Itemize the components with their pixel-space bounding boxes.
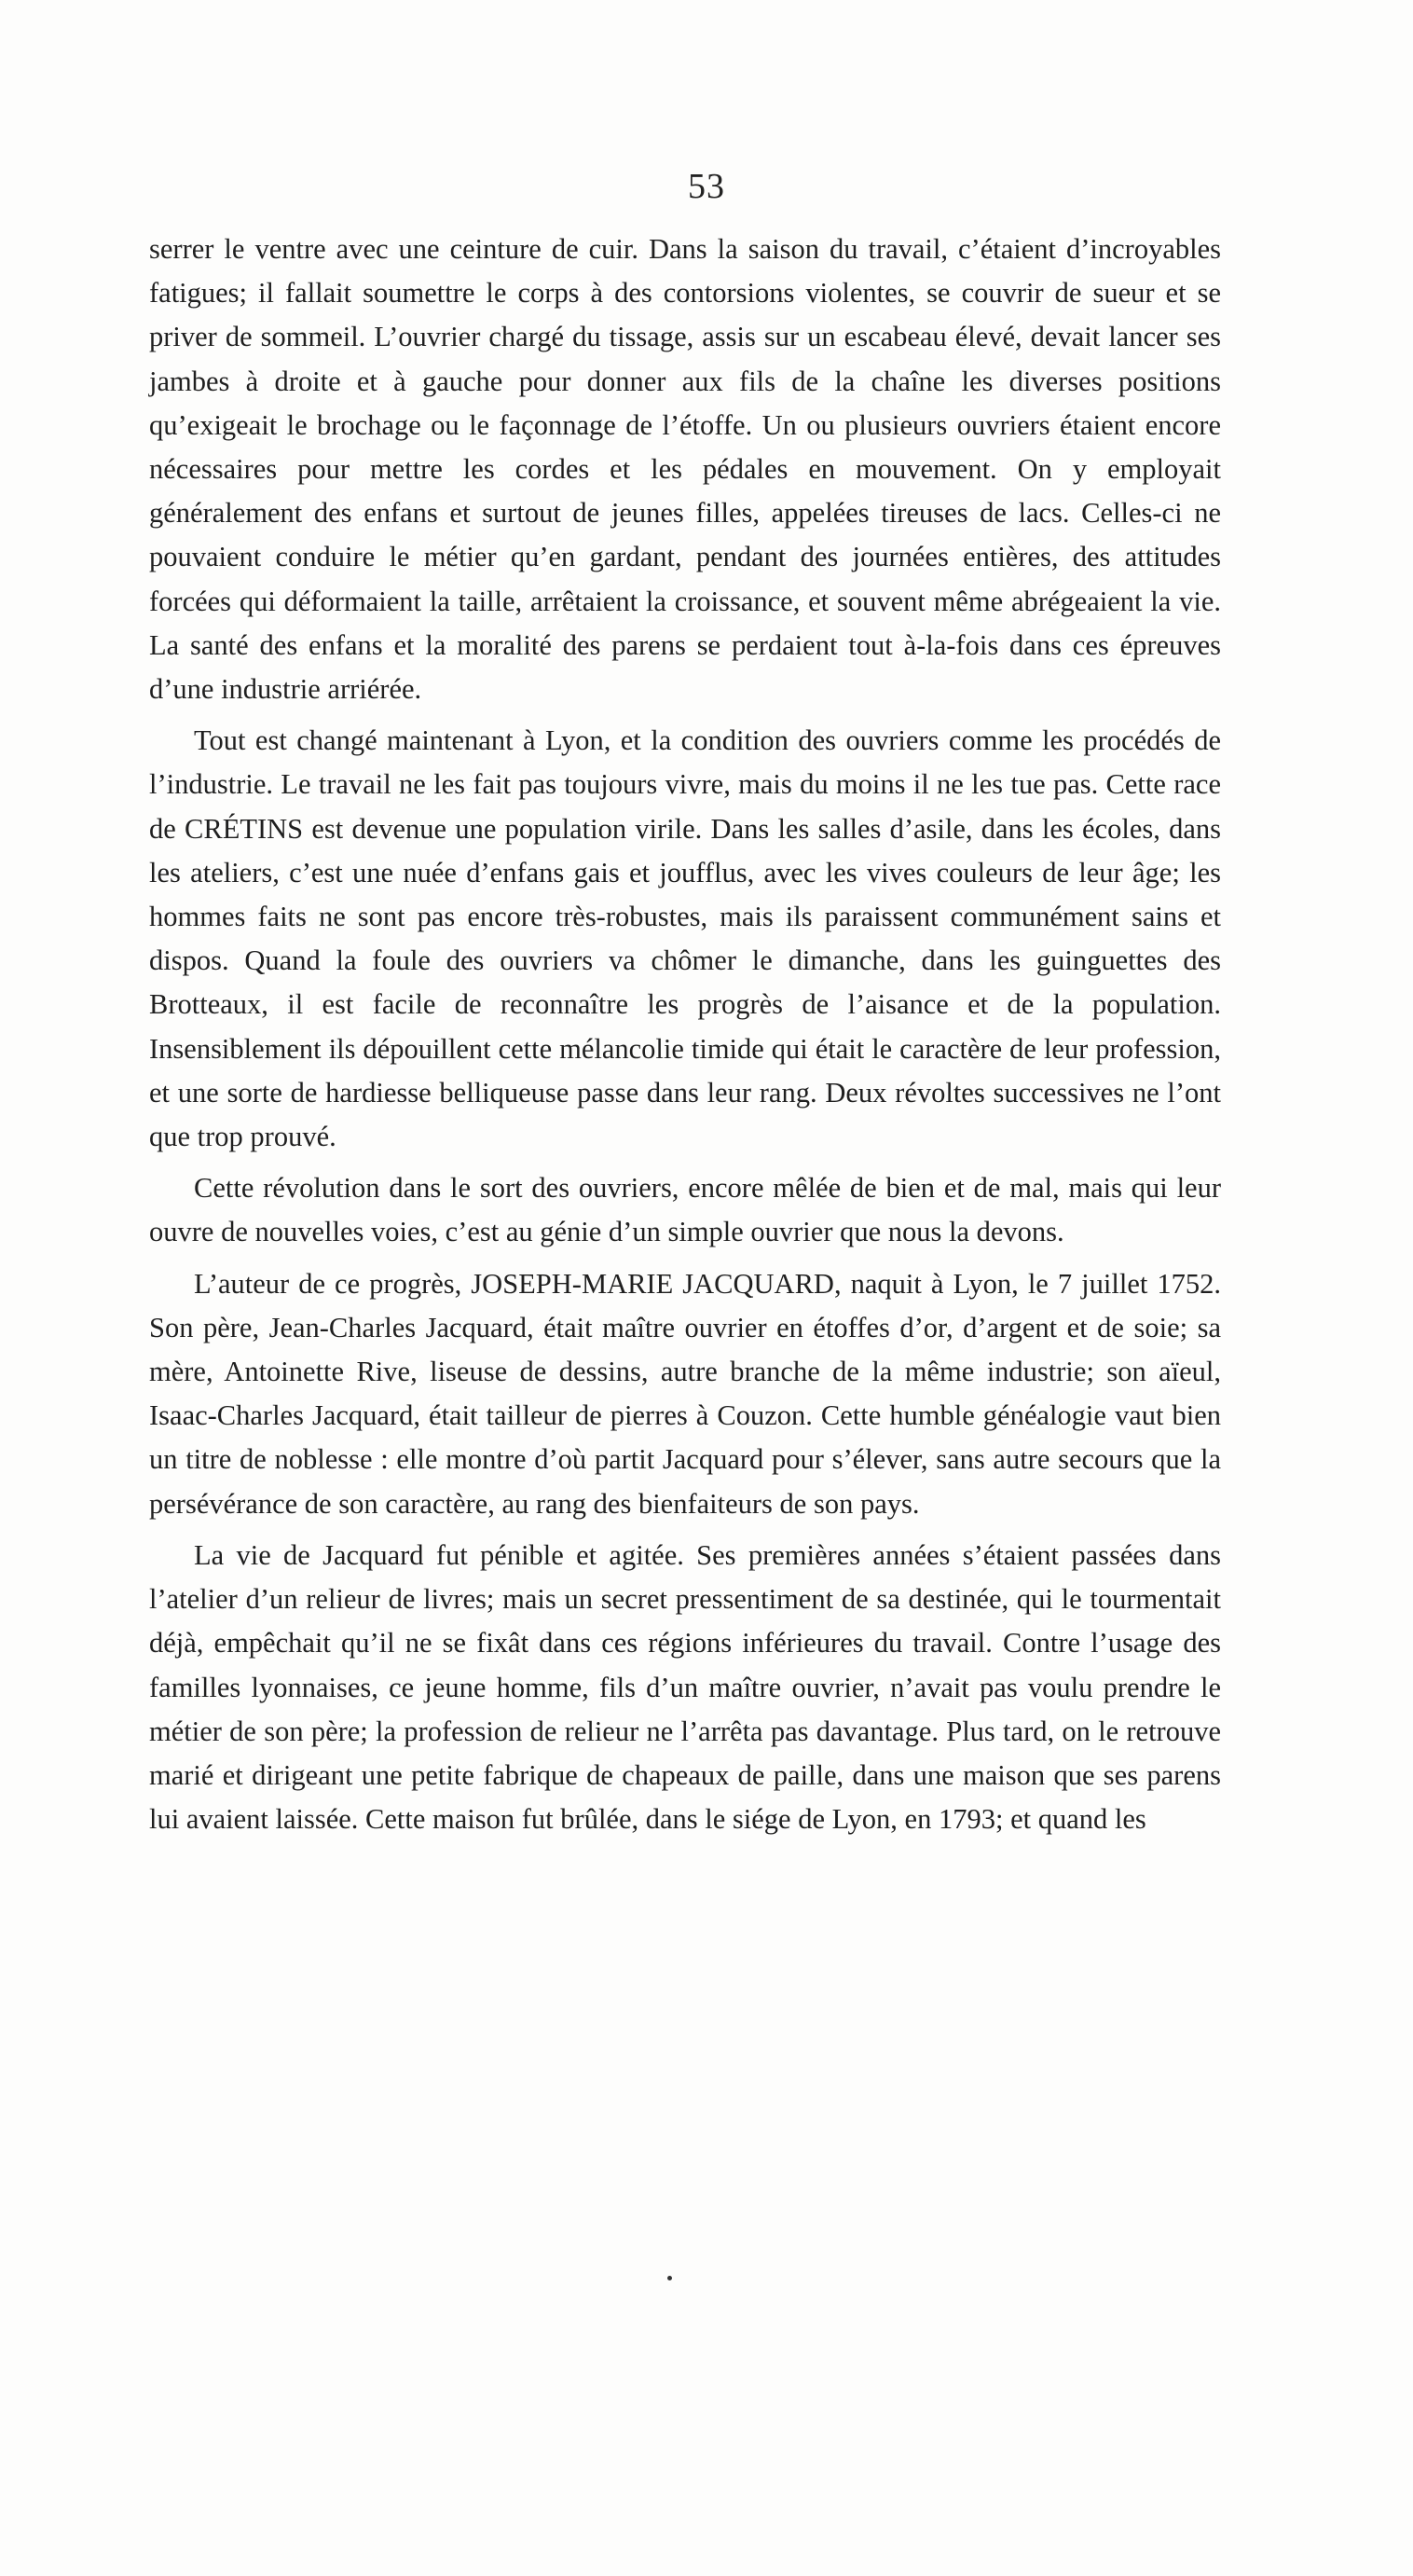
ink-speck [667,2276,672,2280]
paragraph: L’auteur de ce progrès, JOSEPH-MARIE JACQUARD, naquit à Lyon, le 7 juillet 1752. Son père, Jean-Charles Jacquard, était maître ouvrier en étoffes d’or, d’argent et de soie; sa mère, Antoinette Rive, liseuse de dessins, autre branche de la même industrie; son aïeul, Isaac-Charles Jacquard, était tailleur de pierres à Couzon. Cette humble généalogie vaut bien un titre de noblesse : elle montre d’où partit Jacquard pour s’élever, sans autre secours que la persévérance de son caractère, au rang des bienfaiteurs de son pays. [149,1267,1221,1520]
paragraph: Tout est changé maintenant à Lyon, et la condition des ouvriers comme les procédés de l’industrie. Le travail ne les fait pas toujours vivre, mais du moins il ne les tue pas. Cette race de CRÉTINS est devenue une population virile. Dans les salles d’asile, dans les écoles, dans les ateliers, c’est une nuée d’enfans gais et joufflus, avec les vives couleurs de leur âge; les hommes faits ne sont pas encore très-robustes, mais ils paraissent communément sains et dispos. Quand la foule des ouvriers va chômer le dimanche, dans les guinguettes des Brotteaux, il est facile de reconnaître les progrès de l’aisance et de la population. Insensiblement ils dépouillent cette mélancolie timide qui était le caractère de leur profession, et une sorte de hardiesse belliqueuse passe dans leur rang. Deux révoltes successives ne l’ont que trop prouvé. [149,724,1221,1153]
paragraph: La vie de Jacquard fut pénible et agitée. Ses premières années s’étaient passées dans l’atelier d’un relieur de livres; mais un secret pressentiment de sa destinée, qui le tourmentait déjà, empêchait qu’il ne se fixât dans ces régions inférieures du travail. Contre l’usage des familles lyonnaises, ce jeune homme, fils d’un maître ouvrier, n’avait pas voulu prendre le métier de son père; la profession de relieur ne l’arrêta pas davantage. Plus tard, on le retrouve marié et dirigeant une petite fabrique de chapeaux de paille, dans une maison que ses parens lui avaient laissée. Cette maison fut brûlée, dans le siége de Lyon, en 1793; et quand les [149,1538,1221,1836]
page-number: 53 [688,167,725,206]
paragraph: serrer le ventre avec une ceinture de cuir. Dans la saison du travail, c’étaient d’incroyables fatigues; il fallait soumettre le corps à des contorsions violentes, se couvrir de sueur et se priver de sommeil. L’ouvrier chargé du tissage, assis sur un escabeau élevé, devait lancer ses jambes à droite et à gauche pour donner aux fils de la chaîne les diverses positions qu’exigeait le brochage ou le façonnage de l’étoffe. Un ou plusieurs ouvriers étaient encore nécessaires pour mettre les cordes et les pédales en mouvement. On y employait généralement des enfans et surtout de jeunes filles, appelées tireuses de lacs. Celles-ci ne pouvaient conduire le métier qu’en gardant, pendant des journées entières, des attitudes forcées qui déformaient la taille, arrêtaient la croissance, et souvent même abrégeaient la vie. La santé des enfans et la moralité des parens se perdaient tout à-la-fois dans ces épreuves d’une industrie arriérée. [149,233,1221,706]
body-text [149,227,1221,1841]
paragraph: Cette révolution dans le sort des ouvriers, encore mêlée de bien et de mal, mais qui leur ouvre de nouvelles voies, c’est au génie d’un simple ouvrier que nous la devons. [149,1172,1221,1248]
